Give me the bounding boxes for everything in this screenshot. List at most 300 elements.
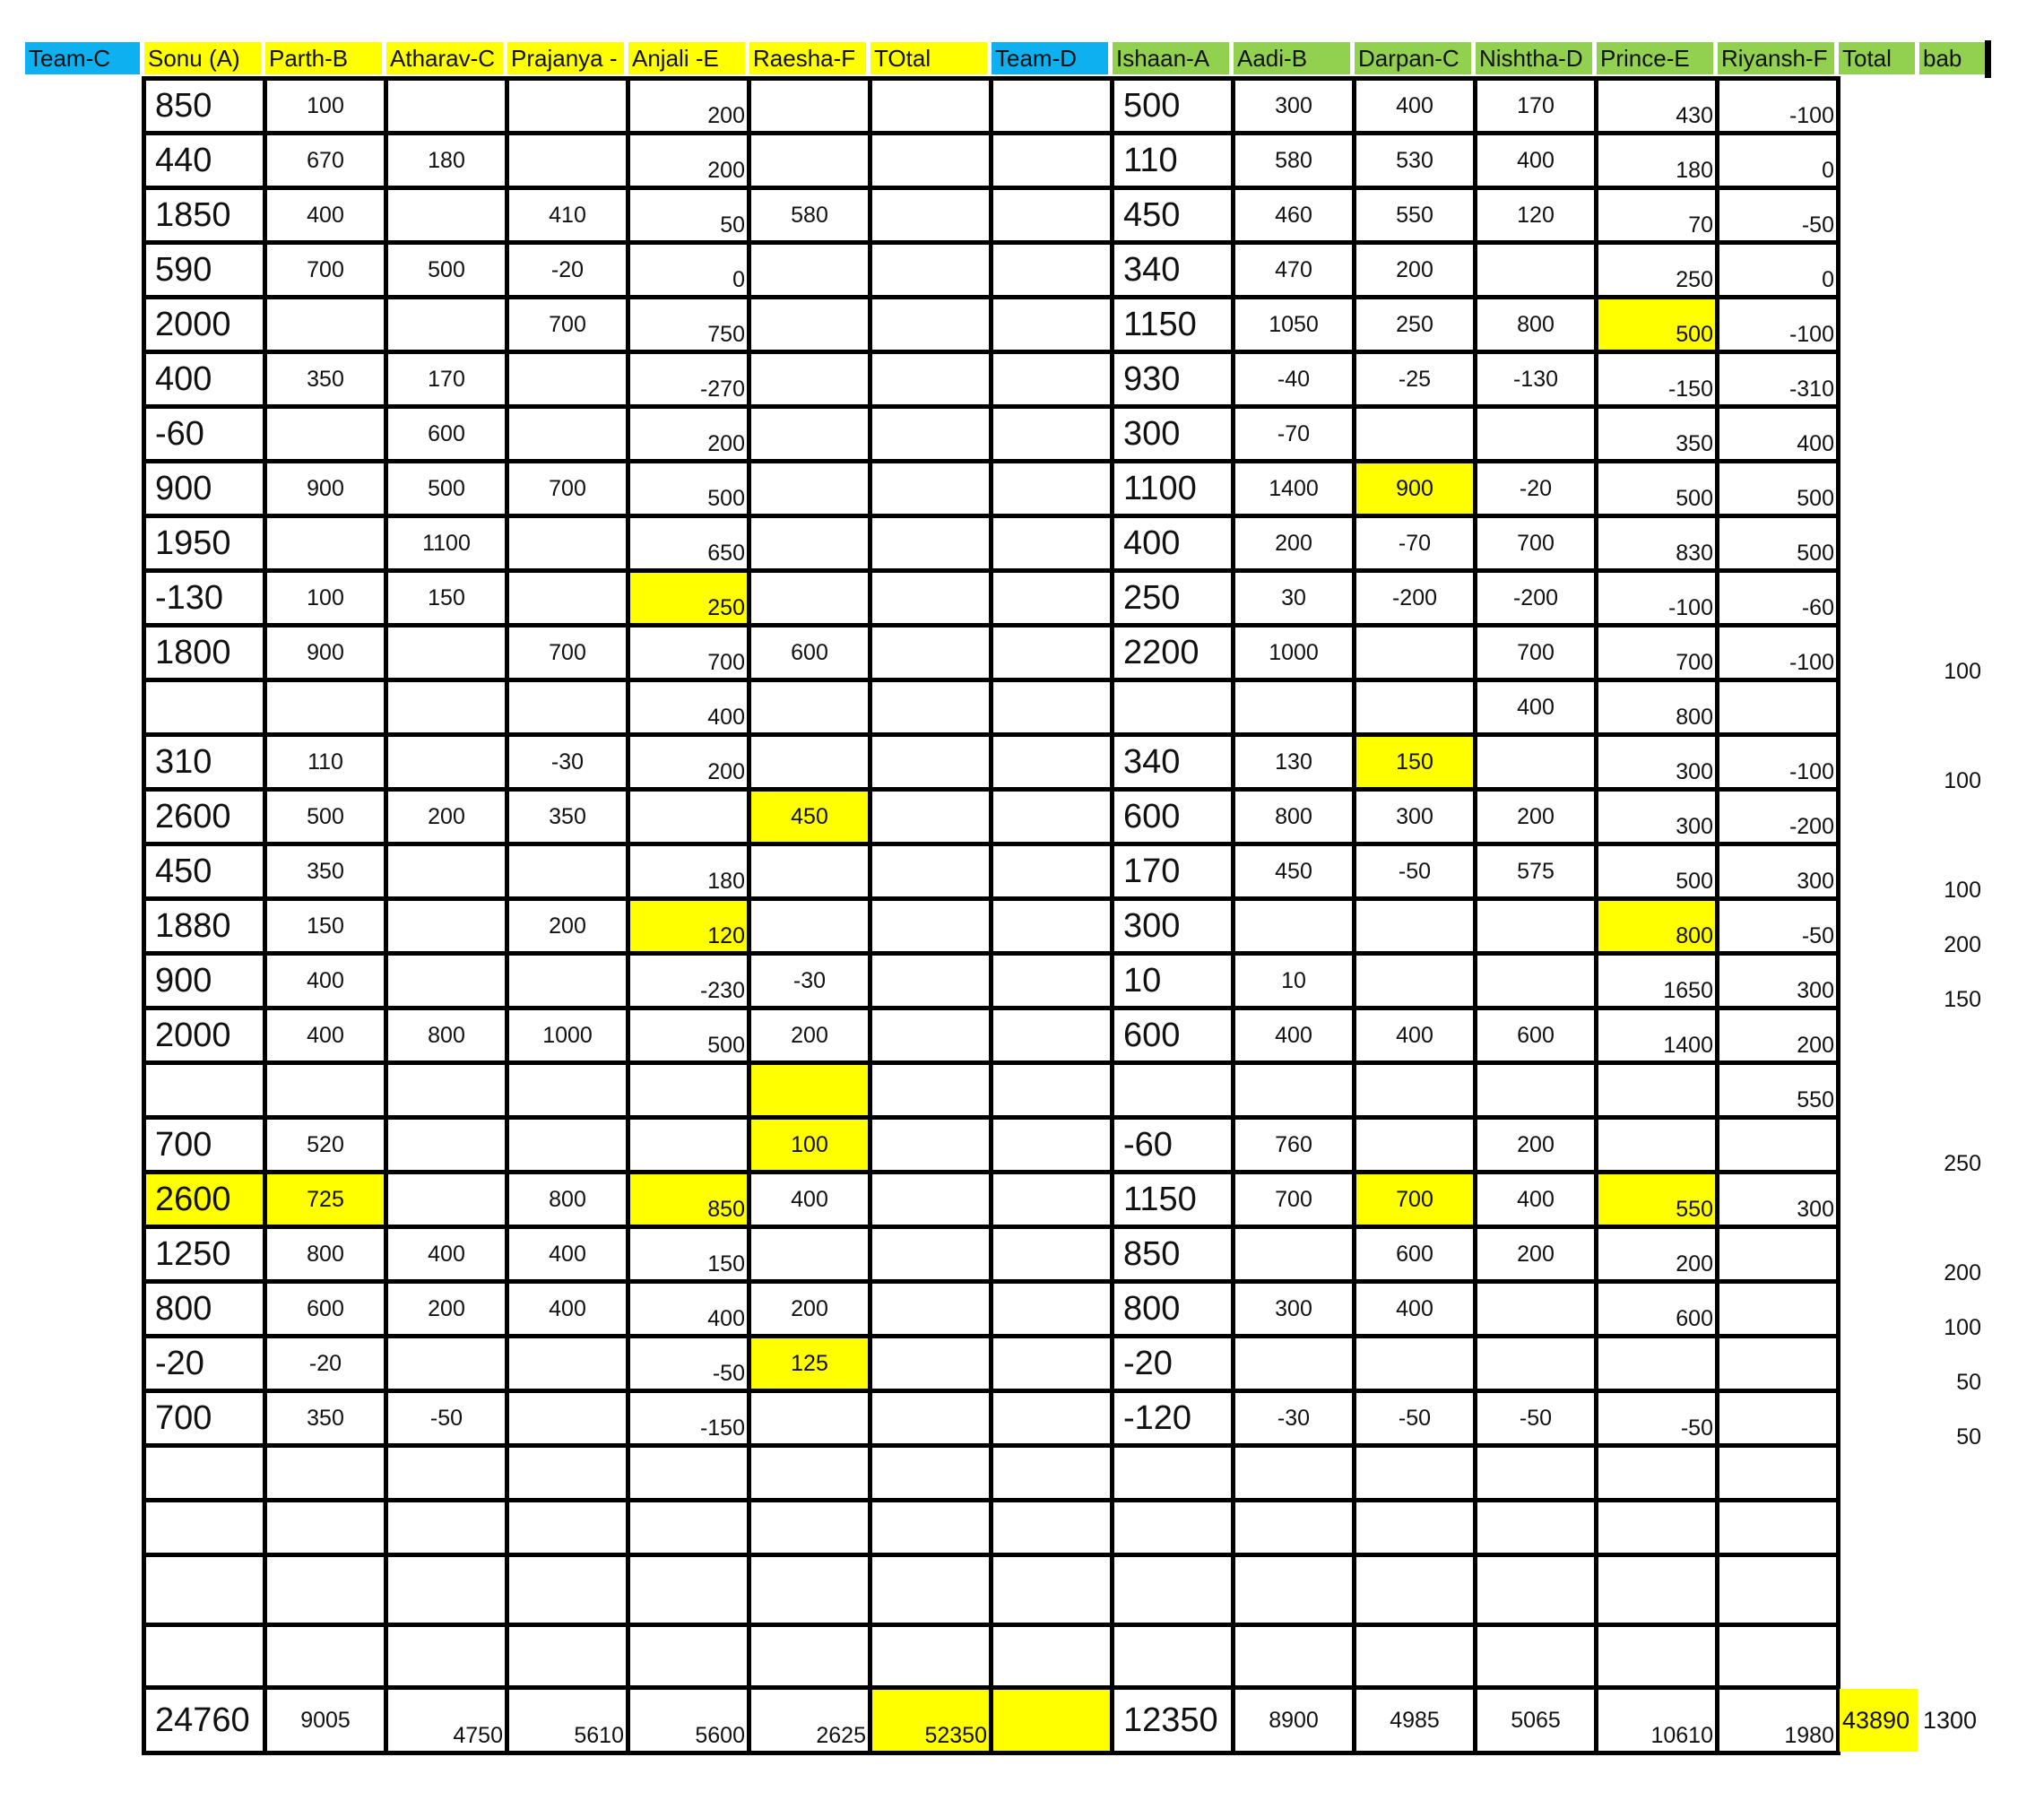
table-cell[interactable]: 700 bbox=[1231, 1170, 1356, 1229]
table-cell[interactable]: 1050 bbox=[1231, 295, 1356, 354]
table-cell[interactable]: 700 bbox=[1473, 514, 1598, 573]
table-cell[interactable]: 800 bbox=[263, 1225, 388, 1284]
table-cell[interactable] bbox=[868, 1170, 993, 1229]
table-cell[interactable] bbox=[989, 240, 1114, 299]
table-cell[interactable]: 800 bbox=[505, 1170, 630, 1229]
table-cell[interactable] bbox=[1352, 404, 1477, 463]
table-cell[interactable]: 590 bbox=[142, 240, 267, 299]
table-cell[interactable]: 350 bbox=[505, 787, 630, 846]
table-cell[interactable] bbox=[505, 350, 630, 409]
table-cell[interactable] bbox=[142, 1623, 267, 1690]
table-cell[interactable]: 600 bbox=[1110, 787, 1235, 846]
table-cell[interactable]: 100 bbox=[263, 76, 388, 135]
table-cell[interactable]: 250 bbox=[1594, 240, 1719, 299]
table-cell[interactable] bbox=[747, 1623, 872, 1690]
table-cell[interactable]: 750 bbox=[626, 295, 751, 354]
table-cell[interactable]: 400 bbox=[1352, 1006, 1477, 1065]
table-cell[interactable]: 200 bbox=[747, 1006, 872, 1065]
table-cell[interactable]: 700 bbox=[505, 459, 630, 518]
table-cell[interactable]: 300 bbox=[1594, 732, 1719, 792]
table-cell[interactable] bbox=[505, 1060, 630, 1120]
table-cell[interactable]: 120 bbox=[626, 896, 751, 956]
table-cell[interactable] bbox=[868, 1060, 993, 1120]
table-cell[interactable] bbox=[868, 1334, 993, 1393]
table-cell[interactable]: 170 bbox=[1110, 842, 1235, 901]
table-cell[interactable] bbox=[1352, 1553, 1477, 1627]
table-cell[interactable] bbox=[384, 951, 509, 1010]
table-cell[interactable]: 400 bbox=[505, 1279, 630, 1338]
table-cell[interactable]: 150 bbox=[263, 896, 388, 956]
table-cell[interactable] bbox=[263, 1623, 388, 1690]
table-cell[interactable]: 700 bbox=[263, 240, 388, 299]
table-cell[interactable] bbox=[1352, 1443, 1477, 1502]
table-cell[interactable]: -30 bbox=[747, 951, 872, 1010]
table-cell[interactable] bbox=[989, 1279, 1114, 1338]
table-cell[interactable] bbox=[263, 1443, 388, 1502]
table-cell[interactable]: -100 bbox=[1715, 732, 1840, 792]
table-cell[interactable] bbox=[1110, 1060, 1235, 1120]
table-cell[interactable] bbox=[505, 404, 630, 463]
table-cell[interactable]: 340 bbox=[1110, 240, 1235, 299]
table-cell[interactable]: 340 bbox=[1110, 732, 1235, 792]
table-cell[interactable]: 700 bbox=[505, 295, 630, 354]
table-cell[interactable]: 575 bbox=[1473, 842, 1598, 901]
table-cell[interactable] bbox=[989, 350, 1114, 409]
table-cell[interactable]: 850 bbox=[1110, 1225, 1235, 1284]
table-cell[interactable]: 50 bbox=[626, 186, 751, 245]
table-cell[interactable]: 170 bbox=[1473, 76, 1598, 135]
table-cell[interactable]: -70 bbox=[1352, 514, 1477, 573]
table-cell[interactable] bbox=[384, 896, 509, 956]
table-cell[interactable]: 70 bbox=[1594, 186, 1719, 245]
table-cell[interactable]: -200 bbox=[1715, 787, 1840, 846]
table-cell[interactable] bbox=[384, 1623, 509, 1690]
table-cell[interactable] bbox=[747, 514, 872, 573]
table-cell[interactable] bbox=[384, 842, 509, 901]
table-cell[interactable] bbox=[626, 787, 751, 846]
table-cell[interactable] bbox=[868, 1623, 993, 1690]
table-cell[interactable]: 1650 bbox=[1594, 951, 1719, 1010]
table-cell[interactable]: 700 bbox=[142, 1115, 267, 1174]
table-cell[interactable] bbox=[505, 1553, 630, 1627]
table-cell[interactable] bbox=[868, 1279, 993, 1338]
table-cell[interactable] bbox=[868, 623, 993, 682]
table-cell[interactable] bbox=[1715, 1389, 1840, 1448]
table-cell[interactable]: 1150 bbox=[1110, 295, 1235, 354]
table-cell[interactable] bbox=[868, 951, 993, 1010]
table-cell[interactable]: 200 bbox=[1594, 1225, 1719, 1284]
table-cell[interactable] bbox=[989, 1389, 1114, 1448]
table-cell[interactable]: 2000 bbox=[142, 1006, 267, 1065]
table-cell[interactable]: 450 bbox=[747, 787, 872, 846]
table-cell[interactable]: 350 bbox=[263, 842, 388, 901]
table-cell[interactable] bbox=[868, 76, 993, 135]
table-cell[interactable] bbox=[1352, 678, 1477, 737]
table-cell[interactable] bbox=[384, 1115, 509, 1174]
table-cell[interactable]: -25 bbox=[1352, 350, 1477, 409]
table-cell[interactable]: 400 bbox=[263, 1006, 388, 1065]
table-cell[interactable]: -50 bbox=[1352, 1389, 1477, 1448]
table-cell[interactable] bbox=[505, 1443, 630, 1502]
table-cell[interactable] bbox=[868, 131, 993, 190]
table-cell[interactable]: 400 bbox=[1473, 678, 1598, 737]
table-cell[interactable] bbox=[1352, 896, 1477, 956]
table-cell[interactable]: 300 bbox=[1231, 76, 1356, 135]
table-cell[interactable] bbox=[747, 1443, 872, 1502]
table-cell[interactable] bbox=[142, 1060, 267, 1120]
table-cell[interactable] bbox=[989, 1334, 1114, 1393]
table-cell[interactable]: 2200 bbox=[1110, 623, 1235, 682]
table-cell[interactable] bbox=[868, 1389, 993, 1448]
table-cell[interactable] bbox=[1473, 1498, 1598, 1557]
table-cell[interactable]: -200 bbox=[1352, 568, 1477, 628]
table-cell[interactable]: 180 bbox=[384, 131, 509, 190]
table-cell[interactable]: 200 bbox=[505, 896, 630, 956]
table-cell[interactable] bbox=[384, 186, 509, 245]
table-cell[interactable] bbox=[384, 76, 509, 135]
table-cell[interactable] bbox=[989, 514, 1114, 573]
table-cell[interactable]: 300 bbox=[1715, 951, 1840, 1010]
table-cell[interactable]: 430 bbox=[1594, 76, 1719, 135]
table-cell[interactable]: 400 bbox=[1473, 1170, 1598, 1229]
table-cell[interactable] bbox=[1231, 1623, 1356, 1690]
table-cell[interactable]: 200 bbox=[1473, 787, 1598, 846]
table-cell[interactable]: 200 bbox=[747, 1279, 872, 1338]
table-cell[interactable] bbox=[1352, 1334, 1477, 1393]
table-cell[interactable]: 700 bbox=[142, 1389, 267, 1448]
table-cell[interactable]: 500 bbox=[626, 1006, 751, 1065]
table-cell[interactable] bbox=[1715, 678, 1840, 737]
table-cell[interactable] bbox=[1473, 1060, 1598, 1120]
table-cell[interactable]: 500 bbox=[1110, 76, 1235, 135]
table-cell[interactable]: -150 bbox=[1594, 350, 1719, 409]
table-cell[interactable]: -50 bbox=[1715, 896, 1840, 956]
table-cell[interactable] bbox=[1352, 1623, 1477, 1690]
table-cell[interactable] bbox=[1231, 1060, 1356, 1120]
table-cell[interactable] bbox=[1231, 1553, 1356, 1627]
table-cell[interactable] bbox=[1231, 1225, 1356, 1284]
table-cell[interactable] bbox=[747, 1553, 872, 1627]
table-cell[interactable]: 400 bbox=[142, 350, 267, 409]
table-cell[interactable] bbox=[989, 131, 1114, 190]
table-cell[interactable]: 10 bbox=[1231, 951, 1356, 1010]
table-cell[interactable] bbox=[989, 1443, 1114, 1502]
table-cell[interactable]: -50 bbox=[1594, 1389, 1719, 1448]
table-cell[interactable] bbox=[626, 1060, 751, 1120]
table-cell[interactable]: 300 bbox=[1715, 842, 1840, 901]
table-cell[interactable]: 110 bbox=[263, 732, 388, 792]
table-cell[interactable]: 500 bbox=[384, 459, 509, 518]
table-cell[interactable] bbox=[989, 1553, 1114, 1627]
table-cell[interactable] bbox=[1352, 1498, 1477, 1557]
table-cell[interactable] bbox=[1473, 896, 1598, 956]
table-cell[interactable] bbox=[747, 842, 872, 901]
table-cell[interactable] bbox=[384, 1498, 509, 1557]
table-cell[interactable] bbox=[989, 1498, 1114, 1557]
table-cell[interactable]: 700 bbox=[1352, 1170, 1477, 1229]
table-cell[interactable]: 900 bbox=[263, 623, 388, 682]
table-cell[interactable]: 1950 bbox=[142, 514, 267, 573]
table-cell[interactable] bbox=[1473, 1443, 1598, 1502]
table-cell[interactable]: 200 bbox=[626, 76, 751, 135]
table-cell[interactable] bbox=[868, 568, 993, 628]
table-cell[interactable] bbox=[263, 514, 388, 573]
table-cell[interactable]: -100 bbox=[1594, 568, 1719, 628]
table-cell[interactable] bbox=[1715, 1225, 1840, 1284]
table-cell[interactable]: -50 bbox=[384, 1389, 509, 1448]
table-cell[interactable]: 250 bbox=[1352, 295, 1477, 354]
table-cell[interactable]: 180 bbox=[626, 842, 751, 901]
table-cell[interactable] bbox=[263, 1060, 388, 1120]
table-cell[interactable] bbox=[1594, 1553, 1719, 1627]
table-cell[interactable] bbox=[1473, 1553, 1598, 1627]
table-cell[interactable]: 1150 bbox=[1110, 1170, 1235, 1229]
table-cell[interactable]: 1850 bbox=[142, 186, 267, 245]
table-cell[interactable]: 450 bbox=[1110, 186, 1235, 245]
table-cell[interactable]: 400 bbox=[1352, 76, 1477, 135]
table-cell[interactable]: 800 bbox=[1473, 295, 1598, 354]
table-cell[interactable]: -50 bbox=[1715, 186, 1840, 245]
table-cell[interactable] bbox=[868, 1443, 993, 1502]
table-cell[interactable]: 760 bbox=[1231, 1115, 1356, 1174]
table-cell[interactable]: 350 bbox=[1594, 404, 1719, 463]
table-cell[interactable]: 550 bbox=[1594, 1170, 1719, 1229]
table-cell[interactable] bbox=[989, 568, 1114, 628]
table-cell[interactable] bbox=[626, 1553, 751, 1627]
table-cell[interactable]: 150 bbox=[626, 1225, 751, 1284]
table-cell[interactable]: 600 bbox=[1473, 1006, 1598, 1065]
table-cell[interactable] bbox=[1715, 1553, 1840, 1627]
table-cell[interactable]: 400 bbox=[1473, 131, 1598, 190]
table-cell[interactable]: 1100 bbox=[1110, 459, 1235, 518]
table-cell[interactable] bbox=[1715, 1623, 1840, 1690]
table-cell[interactable]: 250 bbox=[626, 568, 751, 628]
table-cell[interactable] bbox=[747, 1060, 872, 1120]
table-cell[interactable] bbox=[989, 842, 1114, 901]
table-cell[interactable] bbox=[989, 1170, 1114, 1229]
table-cell[interactable]: 700 bbox=[1594, 623, 1719, 682]
table-cell[interactable] bbox=[747, 568, 872, 628]
table-cell[interactable] bbox=[1715, 1498, 1840, 1557]
table-cell[interactable]: 110 bbox=[1110, 131, 1235, 190]
table-cell[interactable]: 400 bbox=[384, 1225, 509, 1284]
table-cell[interactable] bbox=[384, 1334, 509, 1393]
table-cell[interactable] bbox=[868, 678, 993, 737]
table-cell[interactable]: 0 bbox=[626, 240, 751, 299]
table-cell[interactable] bbox=[1473, 1279, 1598, 1338]
table-cell[interactable] bbox=[1110, 1443, 1235, 1502]
table-cell[interactable] bbox=[868, 1115, 993, 1174]
table-cell[interactable] bbox=[384, 678, 509, 737]
table-cell[interactable]: -20 bbox=[263, 1334, 388, 1393]
table-cell[interactable]: 700 bbox=[505, 623, 630, 682]
table-cell[interactable]: 2600 bbox=[142, 787, 267, 846]
table-cell[interactable] bbox=[1473, 240, 1598, 299]
table-cell[interactable]: 600 bbox=[747, 623, 872, 682]
table-cell[interactable] bbox=[263, 404, 388, 463]
table-cell[interactable]: 470 bbox=[1231, 240, 1356, 299]
table-cell[interactable]: 100 bbox=[747, 1115, 872, 1174]
table-cell[interactable]: 300 bbox=[1231, 1279, 1356, 1338]
table-cell[interactable]: 300 bbox=[1110, 404, 1235, 463]
table-cell[interactable] bbox=[1231, 1334, 1356, 1393]
table-cell[interactable] bbox=[142, 1443, 267, 1502]
table-cell[interactable] bbox=[1110, 1623, 1235, 1690]
table-cell[interactable] bbox=[747, 896, 872, 956]
table-cell[interactable] bbox=[868, 1553, 993, 1627]
table-cell[interactable] bbox=[747, 1225, 872, 1284]
table-cell[interactable] bbox=[1473, 1623, 1598, 1690]
table-cell[interactable] bbox=[989, 1115, 1114, 1174]
table-cell[interactable] bbox=[1715, 1115, 1840, 1174]
table-cell[interactable]: 530 bbox=[1352, 131, 1477, 190]
table-cell[interactable] bbox=[747, 240, 872, 299]
table-cell[interactable]: 2600 bbox=[142, 1170, 267, 1229]
table-cell[interactable]: 500 bbox=[1594, 295, 1719, 354]
table-cell[interactable] bbox=[626, 1623, 751, 1690]
table-cell[interactable]: 400 bbox=[1715, 404, 1840, 463]
table-cell[interactable] bbox=[1594, 1060, 1719, 1120]
table-cell[interactable]: 1400 bbox=[1594, 1006, 1719, 1065]
table-cell[interactable]: 600 bbox=[1594, 1279, 1719, 1338]
table-cell[interactable]: 460 bbox=[1231, 186, 1356, 245]
table-cell[interactable]: 400 bbox=[263, 951, 388, 1010]
table-cell[interactable]: 300 bbox=[1352, 787, 1477, 846]
table-cell[interactable]: -100 bbox=[1715, 295, 1840, 354]
table-cell[interactable]: 180 bbox=[1594, 131, 1719, 190]
table-cell[interactable] bbox=[1110, 678, 1235, 737]
table-cell[interactable] bbox=[263, 678, 388, 737]
table-cell[interactable] bbox=[1352, 1115, 1477, 1174]
table-cell[interactable] bbox=[1594, 1623, 1719, 1690]
table-cell[interactable] bbox=[1594, 1498, 1719, 1557]
table-cell[interactable]: 650 bbox=[626, 514, 751, 573]
table-cell[interactable] bbox=[868, 404, 993, 463]
table-cell[interactable]: 2000 bbox=[142, 295, 267, 354]
table-cell[interactable]: 520 bbox=[263, 1115, 388, 1174]
table-cell[interactable] bbox=[1352, 1060, 1477, 1120]
table-cell[interactable] bbox=[505, 842, 630, 901]
table-cell[interactable]: 500 bbox=[1594, 842, 1719, 901]
table-cell[interactable]: 200 bbox=[384, 1279, 509, 1338]
table-cell[interactable]: -60 bbox=[1715, 568, 1840, 628]
table-cell[interactable]: 200 bbox=[1473, 1225, 1598, 1284]
table-cell[interactable] bbox=[868, 186, 993, 245]
table-cell[interactable]: 550 bbox=[1715, 1060, 1840, 1120]
table-cell[interactable] bbox=[505, 678, 630, 737]
table-cell[interactable] bbox=[1110, 1553, 1235, 1627]
table-cell[interactable] bbox=[505, 1389, 630, 1448]
table-cell[interactable]: 900 bbox=[1352, 459, 1477, 518]
table-cell[interactable]: 900 bbox=[142, 951, 267, 1010]
table-cell[interactable]: 500 bbox=[384, 240, 509, 299]
table-cell[interactable] bbox=[747, 404, 872, 463]
table-cell[interactable] bbox=[505, 1115, 630, 1174]
table-cell[interactable]: 30 bbox=[1231, 568, 1356, 628]
table-cell[interactable]: 100 bbox=[263, 568, 388, 628]
table-cell[interactable]: 700 bbox=[626, 623, 751, 682]
table-cell[interactable]: -130 bbox=[1473, 350, 1598, 409]
table-cell[interactable]: 1250 bbox=[142, 1225, 267, 1284]
table-cell[interactable] bbox=[989, 1225, 1114, 1284]
table-cell[interactable]: 600 bbox=[263, 1279, 388, 1338]
table-cell[interactable]: 500 bbox=[1594, 459, 1719, 518]
table-cell[interactable]: 800 bbox=[1594, 896, 1719, 956]
table-cell[interactable]: 1100 bbox=[384, 514, 509, 573]
table-cell[interactable]: -50 bbox=[1473, 1389, 1598, 1448]
table-cell[interactable]: -60 bbox=[1110, 1115, 1235, 1174]
table-cell[interactable]: -150 bbox=[626, 1389, 751, 1448]
table-cell[interactable]: 10 bbox=[1110, 951, 1235, 1010]
table-cell[interactable] bbox=[1473, 951, 1598, 1010]
table-cell[interactable]: 450 bbox=[142, 842, 267, 901]
table-cell[interactable] bbox=[626, 1443, 751, 1502]
table-cell[interactable]: 170 bbox=[384, 350, 509, 409]
table-cell[interactable] bbox=[1473, 404, 1598, 463]
table-cell[interactable]: -20 bbox=[505, 240, 630, 299]
table-cell[interactable] bbox=[1231, 678, 1356, 737]
table-cell[interactable]: 350 bbox=[263, 1389, 388, 1448]
table-cell[interactable]: 400 bbox=[263, 186, 388, 245]
table-cell[interactable] bbox=[747, 350, 872, 409]
table-cell[interactable] bbox=[505, 568, 630, 628]
table-cell[interactable]: -50 bbox=[1352, 842, 1477, 901]
table-cell[interactable]: 850 bbox=[626, 1170, 751, 1229]
table-cell[interactable] bbox=[747, 678, 872, 737]
table-cell[interactable] bbox=[384, 295, 509, 354]
table-cell[interactable]: 400 bbox=[747, 1170, 872, 1229]
table-cell[interactable] bbox=[868, 1498, 993, 1557]
table-cell[interactable] bbox=[263, 1553, 388, 1627]
table-cell[interactable]: 1000 bbox=[1231, 623, 1356, 682]
table-cell[interactable]: 850 bbox=[142, 76, 267, 135]
table-cell[interactable] bbox=[263, 1498, 388, 1557]
table-cell[interactable] bbox=[747, 1498, 872, 1557]
table-cell[interactable] bbox=[747, 295, 872, 354]
table-cell[interactable] bbox=[505, 76, 630, 135]
table-cell[interactable]: 450 bbox=[1231, 842, 1356, 901]
table-cell[interactable]: 400 bbox=[1352, 1279, 1477, 1338]
table-cell[interactable]: 600 bbox=[384, 404, 509, 463]
table-cell[interactable]: 200 bbox=[1352, 240, 1477, 299]
table-cell[interactable]: 930 bbox=[1110, 350, 1235, 409]
table-cell[interactable] bbox=[263, 295, 388, 354]
table-cell[interactable] bbox=[868, 459, 993, 518]
table-cell[interactable]: 310 bbox=[142, 732, 267, 792]
table-cell[interactable] bbox=[989, 186, 1114, 245]
table-cell[interactable]: 150 bbox=[1352, 732, 1477, 792]
table-cell[interactable]: 440 bbox=[142, 131, 267, 190]
table-cell[interactable] bbox=[142, 678, 267, 737]
table-cell[interactable] bbox=[868, 295, 993, 354]
table-cell[interactable]: -30 bbox=[1231, 1389, 1356, 1448]
table-cell[interactable] bbox=[868, 732, 993, 792]
table-cell[interactable] bbox=[1231, 1498, 1356, 1557]
table-cell[interactable]: -130 bbox=[142, 568, 267, 628]
table-cell[interactable] bbox=[989, 896, 1114, 956]
table-cell[interactable]: 580 bbox=[747, 186, 872, 245]
table-cell[interactable]: -20 bbox=[142, 1334, 267, 1393]
table-cell[interactable]: 900 bbox=[142, 459, 267, 518]
table-cell[interactable]: 670 bbox=[263, 131, 388, 190]
table-cell[interactable] bbox=[384, 1060, 509, 1120]
table-cell[interactable] bbox=[989, 459, 1114, 518]
table-cell[interactable] bbox=[747, 732, 872, 792]
table-cell[interactable] bbox=[989, 295, 1114, 354]
table-cell[interactable] bbox=[1110, 1498, 1235, 1557]
table-cell[interactable]: 400 bbox=[1231, 1006, 1356, 1065]
table-cell[interactable]: -60 bbox=[142, 404, 267, 463]
